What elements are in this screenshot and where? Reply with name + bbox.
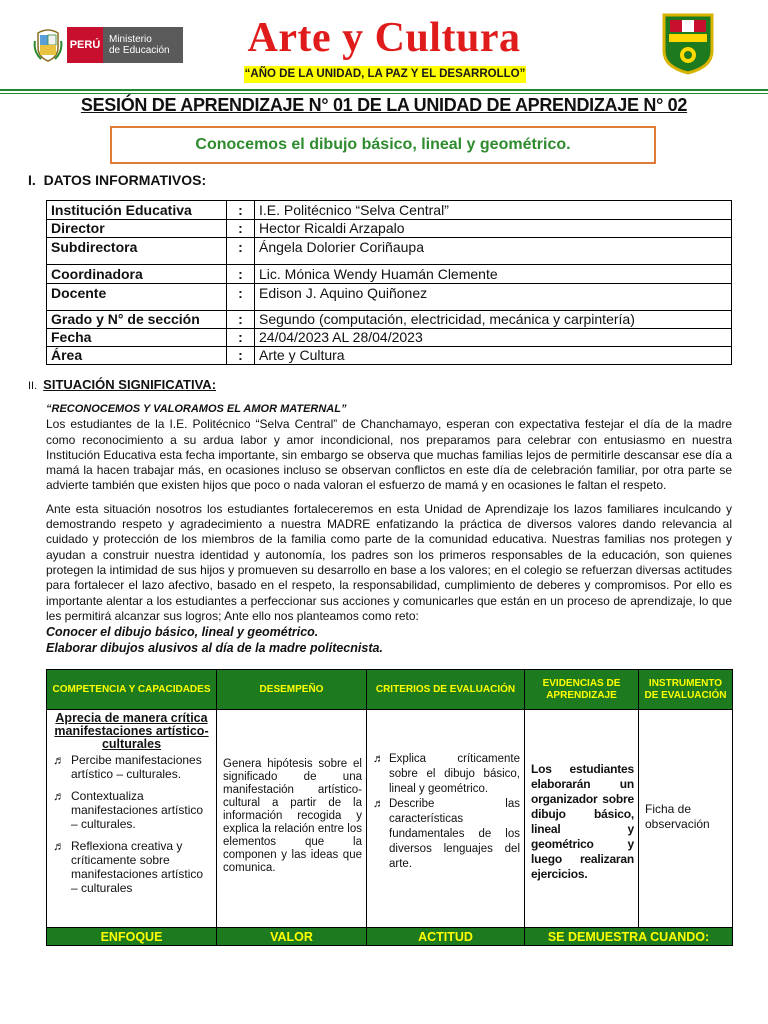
footer-approach: ENFOQUE (47, 928, 217, 946)
criterion-text: Describe las características fundamentales de los diversos lenguajes del arte. (389, 798, 520, 870)
table-row (47, 284, 732, 311)
capacity-text: Percibe manifestaciones artístico – culturales. (71, 753, 202, 781)
music-note-icon: ♬ (53, 789, 65, 803)
challenge-goal-1: Conocer el dibujo básico, lineal y geométrico. (46, 625, 319, 640)
row-separator: : (227, 201, 255, 220)
situation-paragraph-2: Ante esta situación nosotros los estudiantes fortaleceremos en esta Unidad de Aprendizaje los lazos familiares inculcando y demostrando respeto y agradecimiento a nuestra MADRE enfatizando la práctica de diversos valores dando relevancia al cuidado y protección de los miembros de la familia como parte de la comunidad educativa. Nuestras familias nos protegen y ayudan a construir nuestra identidad y autonomía, los padres son los primeros responsables de la educación, son quienes protegen la intimidad de sus hijos y promueven su desarrollo en base a los valores; en el colegio se refuerzan diversas actitudes para fortalecer el lazo afectivo, basado en el respeto, la responsabilidad, cumplimiento de deberes y compromisos. Por ello es importante alentar a los estudiantes a perfeccionar sus acciones y comunicarles que están en un proceso de aprendizaje, lo que les permitirá alcanzar sus logros; Ante ello nos planteamos como reto: (46, 501, 732, 623)
peru-label: PERÚ (67, 27, 103, 63)
footer-value: VALOR (217, 928, 367, 946)
table-row (47, 710, 733, 928)
music-note-icon: ♬ (373, 798, 385, 810)
row-label: Fecha (47, 329, 227, 347)
competency-table (46, 669, 733, 946)
table-footer-row (47, 928, 733, 946)
row-value: Lic. Mónica Wendy Huamán Clemente (255, 265, 732, 284)
main-title: Arte y Cultura (247, 15, 521, 61)
row-separator: : (227, 311, 255, 329)
header-evidence: EVIDENCIAS DE APRENDIZAJE (525, 670, 639, 710)
row-value: 24/04/2023 AL 28/04/2023 (255, 329, 732, 347)
list-item (373, 797, 520, 872)
section-1-title: DATOS INFORMATIVOS: (43, 172, 207, 188)
situation-paragraph-1: Los estudiantes de la I.E. Politécnico “Selva Central” de Chanchamayo, esperan con expectativa festejar el día de la madre como reconocimiento a su ardua labor y amor incondicional, nos preparamos para celebrar con entusiasmo en nuestra Institución Educativa esta fecha importante, sin embargo se observa que muchas familias lejos de permitirle descansar ese día a mamá la hacen trabajar más, en ocasiones incluso se observan conflictos en este día de celebración familiar, por otra parte se advierte también que existen hijos que poco o nada valoran el esfuerzo de mamá y en ocasiones le faltan el respeto. (46, 417, 732, 493)
section-2-title: SITUACIÓN SIGNIFICATIVA: (43, 377, 217, 392)
row-separator: : (227, 238, 255, 265)
row-label: Subdirectora (47, 238, 227, 265)
row-value: I.E. Politécnico “Selva Central” (255, 201, 732, 220)
header-divider (0, 89, 768, 91)
row-separator: : (227, 329, 255, 347)
table-row (47, 265, 732, 284)
section-1-heading (28, 172, 206, 188)
list-item (53, 753, 212, 781)
performance-text: Genera hipótesis sobre el significado de una manifestación artístico-cultural a partir de la información recogida y explica la relación entre los elementos que la componen y las ideas que comunica. (223, 758, 362, 874)
performance-cell (217, 710, 367, 928)
list-item (53, 789, 212, 831)
row-separator: : (227, 347, 255, 365)
section-1-number: I. (28, 172, 36, 188)
criteria-list (367, 710, 524, 872)
row-separator: : (227, 265, 255, 284)
section-2-heading (28, 377, 216, 392)
header-criteria: CRITERIOS DE EVALUACIÓN (367, 670, 525, 710)
row-label: Director (47, 220, 227, 238)
row-label: Coordinadora (47, 265, 227, 284)
instrument-text: Ficha de observación (645, 802, 710, 831)
music-note-icon: ♬ (373, 753, 385, 765)
competency-title: Aprecia de manera crítica manifestaciones artístico-culturales (54, 711, 209, 751)
row-value: Edison J. Aquino Quiñonez (255, 284, 732, 311)
row-value: Ángela Dolorier Coriñaupa (255, 238, 732, 265)
table-header-row (47, 670, 733, 710)
challenge-goal-2: Elaborar dibujos alusivos al día de la madre politecnista. (46, 641, 383, 656)
evidence-cell (525, 710, 639, 928)
row-separator: : (227, 284, 255, 311)
table-row (47, 347, 732, 365)
ministry-line-1: Ministerio (109, 34, 152, 45)
row-separator: : (227, 220, 255, 238)
footer-shown-when: SE DEMUESTRA CUANDO: (525, 928, 733, 946)
topic-box (110, 126, 656, 164)
session-title: SESIÓN DE APRENDIZAJE N° 01 DE LA UNIDAD DE APRENDIZAJE N° 02 (80, 95, 688, 115)
list-item (53, 839, 212, 895)
table-row (47, 238, 732, 265)
row-label: Docente (47, 284, 227, 311)
criteria-cell (367, 710, 525, 928)
table-row (47, 201, 732, 220)
document-header (0, 0, 768, 92)
table-row (47, 220, 732, 238)
header-performance: DESEMPEÑO (217, 670, 367, 710)
row-label: Grado y N° de sección (47, 311, 227, 329)
info-table (46, 200, 732, 365)
capacity-list (47, 751, 216, 895)
topic-text: Conocemos el dibujo básico, lineal y geométrico. (195, 136, 571, 153)
evidence-text: Los estudiantes elaborarán un organizador sobre dibujo básico, lineal y geométrico y luego realizaran ejercicios. (531, 762, 634, 881)
ministry-line-2: de Educación (109, 45, 170, 56)
capacity-text: Contextualiza manifestaciones artístico – culturales. (71, 789, 204, 831)
header-instrument: INSTRUMENTO DE EVALUACIÓN (639, 670, 733, 710)
music-note-icon: ♬ (53, 839, 65, 853)
table-row (47, 311, 732, 329)
row-label: Institución Educativa (47, 201, 227, 220)
capacity-text: Reflexiona creativa y críticamente sobre manifestaciones artístico – culturales (71, 839, 204, 895)
row-label: Área (47, 347, 227, 365)
competency-cell (47, 710, 217, 928)
section-2-number: II. (28, 380, 38, 392)
criterion-text: Explica críticamente sobre el dibujo básico, lineal y geométrico. (389, 753, 520, 795)
school-crest-icon (660, 11, 716, 75)
music-note-icon: ♬ (53, 753, 65, 767)
situation-text (46, 402, 732, 656)
header-divider-thin (0, 93, 768, 94)
row-value: Segundo (computación, electricidad, mecánica y carpintería) (255, 311, 732, 329)
year-motto: “AÑO DE LA UNIDAD, LA PAZ Y EL DESARROLLO” (244, 66, 526, 83)
footer-attitude: ACTITUD (367, 928, 525, 946)
row-value: Arte y Cultura (255, 347, 732, 365)
header-competency: COMPETENCIA Y CAPACIDADES (47, 670, 217, 710)
instrument-cell (639, 710, 733, 928)
situation-quote-title: “RECONOCEMOS Y VALORAMOS EL AMOR MATERNAL” (46, 403, 347, 415)
table-row (47, 329, 732, 347)
list-item (373, 752, 520, 797)
row-value: Hector Ricaldi Arzapalo (255, 220, 732, 238)
